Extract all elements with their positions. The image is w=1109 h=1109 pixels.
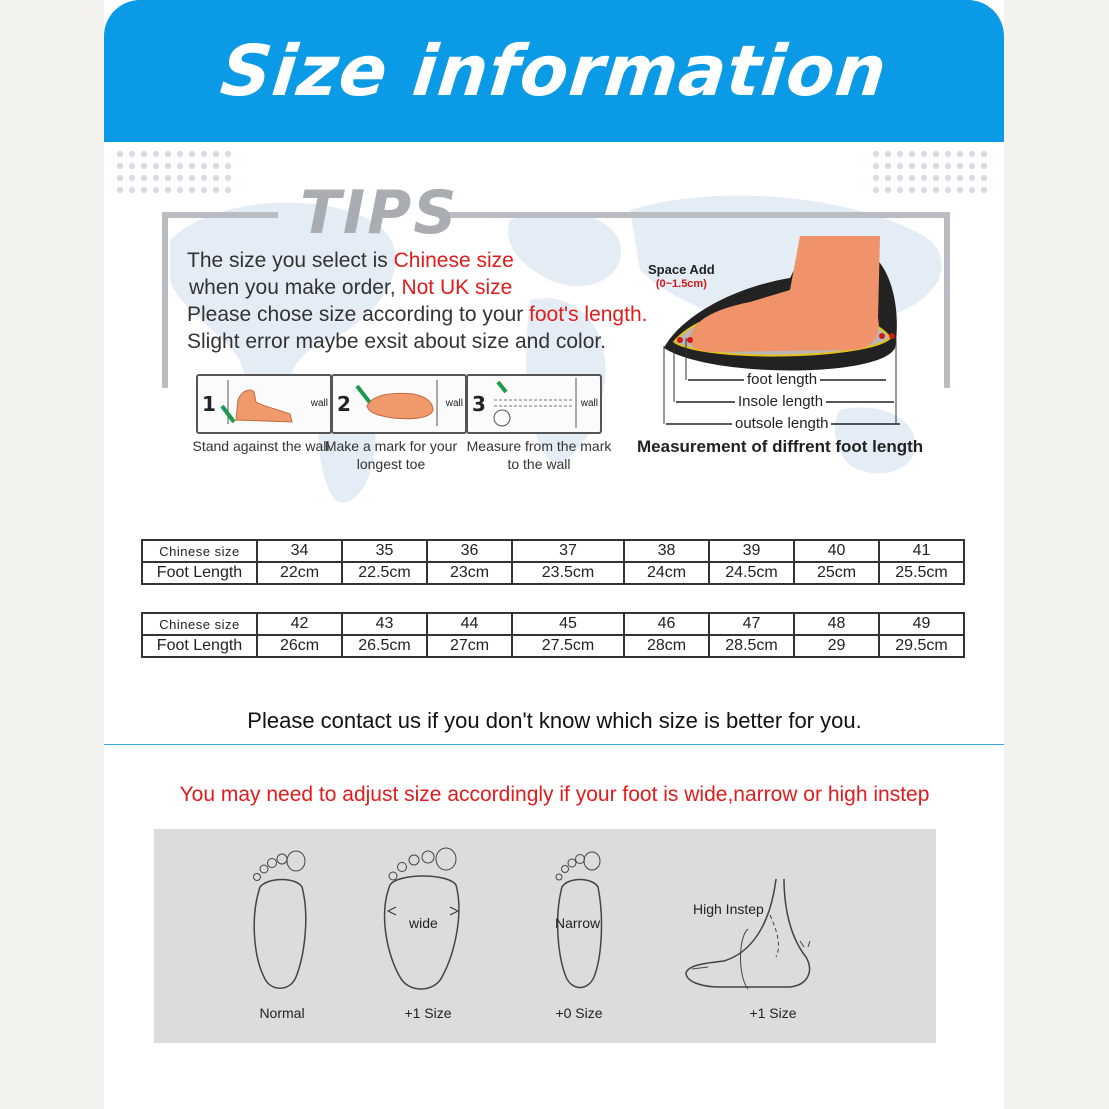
high-instep-foot-caption: +1 Size — [749, 1005, 797, 1021]
header-banner — [104, 0, 1004, 142]
table-cell: 24.5cm — [709, 562, 794, 584]
table-cell: 29 — [794, 635, 879, 657]
step-2-caption: Make a mark for your longest toe — [324, 438, 458, 472]
narrow-label: Narrow — [555, 915, 601, 931]
table-cell: 25cm — [794, 562, 879, 584]
tip-line-3: Please chose size according to your foot's length. — [187, 303, 648, 326]
tip-highlight: Not UK size — [401, 276, 513, 299]
step-number: 1 — [202, 392, 216, 416]
table-cell: 47 — [709, 613, 794, 635]
table-cell: 40 — [794, 540, 879, 562]
step-2-illustration — [331, 374, 467, 434]
normal-foot-icon — [240, 847, 320, 997]
table-header-cell: Foot Length — [142, 562, 257, 584]
step-3-illustration — [466, 374, 602, 434]
foot-type-panel — [154, 829, 936, 1043]
table-cell: 24cm — [624, 562, 709, 584]
table-cell: 39 — [709, 540, 794, 562]
size-table-2 — [141, 612, 965, 658]
table-cell: 27cm — [427, 635, 512, 657]
foot-length-label: foot length — [744, 371, 820, 388]
table-cell: 41 — [879, 540, 964, 562]
step-number: 2 — [337, 392, 351, 416]
insole-length-label: Insole length — [735, 393, 826, 410]
step-1-caption: Stand against the wall — [192, 438, 330, 454]
size-table-1 — [141, 539, 965, 585]
table-cell: 49 — [879, 613, 964, 635]
foot-side-icon — [220, 380, 300, 426]
foot-top-icon — [353, 380, 439, 426]
outsole-length-label: outsole length — [732, 415, 831, 432]
table-cell: 23cm — [427, 562, 512, 584]
table-cell: 22cm — [257, 562, 342, 584]
table-cell: 29.5cm — [879, 635, 964, 657]
step-1-illustration — [196, 374, 332, 434]
high-instep-foot-icon — [680, 877, 850, 997]
measurement-title: Measurement of diffrent foot length — [637, 437, 924, 456]
tips-frame-left — [162, 212, 278, 388]
table-cell: 43 — [342, 613, 427, 635]
table-cell: 46 — [624, 613, 709, 635]
table-row — [142, 540, 964, 562]
wide-label: wide — [409, 915, 438, 931]
table-cell: 25.5cm — [879, 562, 964, 584]
table-cell: 38 — [624, 540, 709, 562]
section-divider — [104, 744, 1004, 745]
wall-label: wall — [310, 398, 328, 409]
wall-label: wall — [580, 398, 598, 409]
table-cell: 45 — [512, 613, 624, 635]
ruler-icon — [488, 378, 578, 428]
table-cell: 42 — [257, 613, 342, 635]
step-number: 3 — [472, 392, 486, 416]
table-cell: 27.5cm — [512, 635, 624, 657]
tip-highlight: foot's length. — [529, 303, 648, 326]
adjust-size-note: You may need to adjust size accordingly if your foot is wide,narrow or high instep — [179, 783, 930, 806]
contact-note: Please contact us if you don't know which size is better for you. — [247, 708, 862, 733]
table-header-cell: Chinese size — [142, 613, 257, 635]
table-header-cell: Chinese size — [142, 540, 257, 562]
tip-line-1: The size you select is Chinese size — [187, 249, 514, 272]
tips-title: TIPS — [300, 178, 459, 248]
table-cell: 44 — [427, 613, 512, 635]
table-row — [142, 613, 964, 635]
narrow-foot-caption: +0 Size — [555, 1005, 603, 1021]
table-cell: 26cm — [257, 635, 342, 657]
table-cell: 23.5cm — [512, 562, 624, 584]
wide-foot-caption: +1 Size — [404, 1005, 452, 1021]
table-cell: 37 — [512, 540, 624, 562]
page-title: Size information — [216, 30, 892, 112]
table-row — [142, 562, 964, 584]
table-cell: 48 — [794, 613, 879, 635]
table-cell: 28cm — [624, 635, 709, 657]
step-3-caption: Measure from the mark to the wall — [466, 438, 612, 472]
table-cell: 36 — [427, 540, 512, 562]
table-cell: 26.5cm — [342, 635, 427, 657]
table-cell: 34 — [257, 540, 342, 562]
tip-line-4: Slight error maybe exsit about size and color. — [187, 330, 607, 353]
table-header-cell: Foot Length — [142, 635, 257, 657]
table-cell: 28.5cm — [709, 635, 794, 657]
tip-line-2: when you make order, Not UK size — [189, 276, 513, 299]
space-add-label: Space Add (0~1.5cm) — [648, 262, 715, 290]
wall-label: wall — [445, 398, 463, 409]
table-row — [142, 635, 964, 657]
table-cell: 35 — [342, 540, 427, 562]
normal-foot-caption: Normal — [259, 1005, 305, 1021]
tip-highlight: Chinese size — [393, 249, 514, 272]
table-cell: 22.5cm — [342, 562, 427, 584]
high-instep-label: High Instep — [693, 901, 764, 917]
